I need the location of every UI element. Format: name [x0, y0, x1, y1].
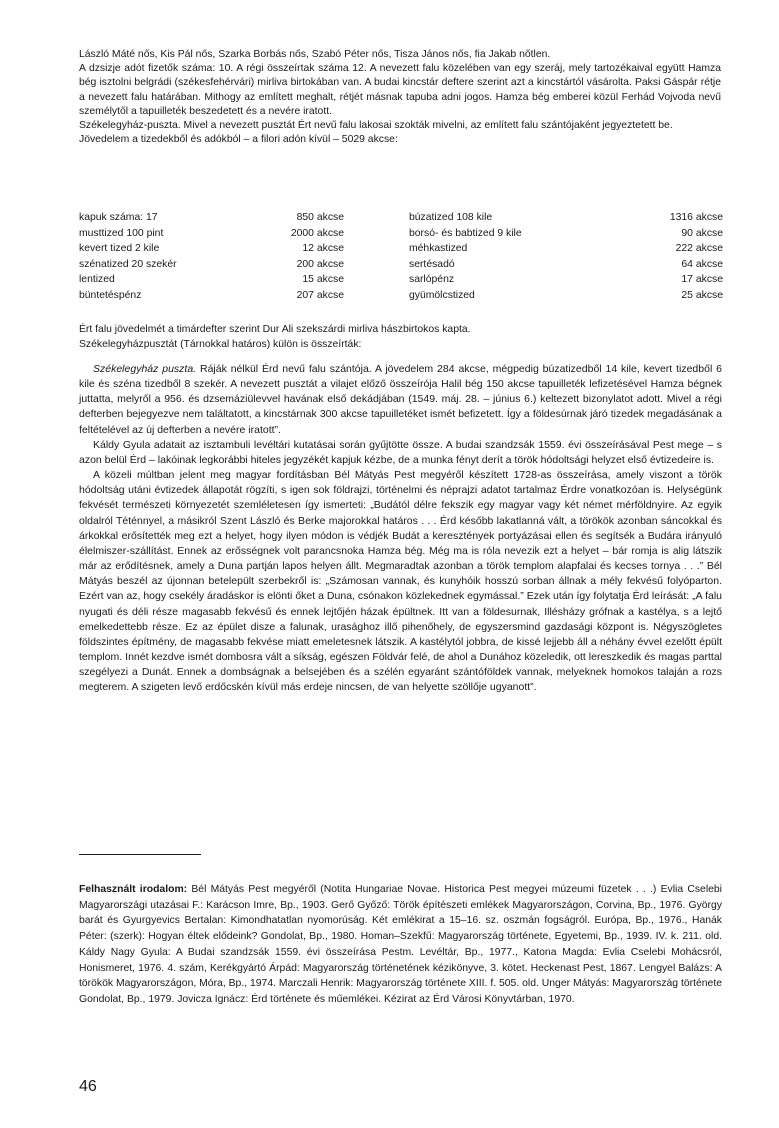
- table-cell-item: búzatized 108 kile: [409, 212, 493, 223]
- table-cell-amount: 207 akcse: [296, 289, 344, 301]
- table-row: [79, 241, 723, 257]
- references-block: [79, 882, 722, 1008]
- table-cell-amount: 12 akcse: [302, 243, 344, 255]
- table-row: [79, 210, 723, 226]
- table-cell-item: gyümölcstized: [409, 289, 475, 301]
- table-cell-item: szénatized 20 szekér: [79, 258, 177, 270]
- census-names-line: László Máté nős, Kis Pál nős, Szarka Borbás nős, Szabó Péter nős, Tisza János nős, fia Jakab nőtlen.: [79, 49, 551, 60]
- census-paragraph: A dzsizje adót fizetők száma: 10. A régi összeírtak száma 12. A nevezett falu közelében van egy szeráj, mely tartozékaival együtt Hamza bég isztolni belgrádi (székesfehérvári) mirliva birtokában van. A budai kincstár deftere szerint azt a kincstártól vásárolta. Paksi Gáspár rétje a nevezett falu határában. Mithogy az említett meghalt, rétjét másnak tapuba adni jogos. Hamza bég emberei közül Ferhád Vojvoda nevű személytől a tapuilleték beszedetett és a nevére iratott.: [79, 63, 721, 117]
- references-text: Bél Mátyás Pest megyéről (Notita Hungariae Novae. Historica Pest megyei múzeumi füzetek . . .) Evlia Cselebi Magyarországi utazásai F.: Karácson Imre, Bp., 1903. Gerő Győző: Török építészeti emlékek Magyarországon, Corvina, Bp., 1976. György barát és Gyurgyevics Bertalan: Kimondhatatlan nyomorúság. Két emlékirat a 15–16. sz. oszmán fogságról. Európa, Bp., 1976., Hanák Péter: (szerk): Hogyan éltek elődeink? Gondolat, Bp., 1980. Homan–Szekfű: Magyarország története, Egyetemi, Bp., 1939. IV. k. 211. old. Káldy Nagy Gyula: A Budai szandzsák 1559. évi összeírása Pestm. Levéltár, Bp., 1977., Katona Magda: Evlia Cselebi Mohácsról, Honismeret, 1976. 4. szám, Kerékgyártó Árpád: Magyarország történetének kézikönyve, 3. kötet. Heckenast Pest, 1867. Lengyel Balázs: A törökök Magyarországon, Móra, Bp., 1974. Marczali Henrik: Magyarország története XIII. f. 505. old. Unger Mátyás: Magyarország története Gondolat, Bp., 1979. Jovicza Ignácz: Érd története és műemlékei. Kézirat az Érd Városi Könyvtárban, 1970.: [79, 884, 722, 1005]
- body-paragraph: Káldy Gyula adatait az isztambuli levéltári kutatásai során gyűjtötte össze. A budai szandzsák 1559. évi összeírásával Pest mege – s azon belül Érd – lakóinak legkorábbi hiteles jegyzékét kapjuk kézbe, de a munka fényt derít a török hódoltsági helyzet első évtizedeire is.: [79, 438, 722, 466]
- table-row: [79, 257, 723, 273]
- after-table-text: [79, 323, 721, 352]
- body-paragraph: A közeli múltban jelent meg magyar fordításban Bél Mátyás Pest megyéről készített 1728-as összeírása, amely viszont a török hódoltság utáni évtizedek állapotát rögzíti, s igen sok földrajzi, történelmi és néprajzi adatot tartalmaz Érdre vonatkozóan is. Helységünk fekvését természeti környezetét szemléletesen így ismerteti: „Budától délre fekszik egy magyar vagy két német mérföldnyire. Az egyik oldalról Téténnyel, a másikról Szent László és Berke majorokkal határos . . . Érd később lakatlanná vált, a törökök azonban sáncokkal és árkokkal erősítették meg ezt a helyet, hogy ilyen módon is védjék Budát a keresztények portyázásai ellen és segítsék a Budára irányuló élelmiszer-szállítást. Ennek az erősségnek volt parancsnoka Hamza bég. Még ma is róla nevezik ezt a helyet – bár romja is alig látszik már az erődítésnek, amely a Duna partján lapos helyen állt. Megmaradtak azonban a török templom alapfalai és kecses tornya . . .” Bél Mátyás beszél az újonnan betelepült szerbekről is: „Számosan vannak, és kunyhóik hosszú sorban állnak a mély fekvésű folyóparton. Ezért van az, hogy csekély áradáskor is elönti őket a Duna, csónakon közlekednek egymással.” Ezek után így folytatja Érd leírását: „A falu nyugati és déli része magasabb fekvésű és ennek lejtőjén házak épültnek. Itt van a földesurnak, Illésházy grófnak a kastélya, s a lejtő emelkedettebb része. Ez az épület disze a falunak, urasághoz illő pihenőhely, de egyszersmind gazdasági központ is. Négyszögletes földszintes építmény, de magasabb fekvése miatt emeletesnek látszik. A kastélytól jobbra, de kissé lejjebb áll a néhány évvel ezelőtt épült templom. Innét kezdve ismét dombosra vált a síkság, egészen Földvár felé, de ahol a Dunához közeledik, ott lereszkedik és magas parttal szegélyezi a Dunát. Ennek a dombságnak a belsejében és a szélén egyaránt szántóföldek vannak, melyeknek homokos talaján a rozs megterem. A szigeten levő erdőcskén kívül más erdeje nincsen, de van helyette szöllője ugyanott”.: [79, 469, 722, 694]
- szekelegyhaz-line: Székelegyházpusztát (Tárnokkal határos) külön is összeírták:: [79, 338, 362, 350]
- table-cell-item: musttized 100 pint: [79, 227, 164, 239]
- table-cell-amount: 15 akcse: [302, 274, 344, 286]
- table-cell-item: kapuk száma: 17: [79, 212, 158, 223]
- table-cell-amount: 64 akcse: [681, 258, 723, 270]
- footnote-divider: [79, 854, 201, 855]
- table-cell-amount: 2000 akcse: [290, 227, 344, 239]
- table-cell-amount: 200 akcse: [296, 258, 344, 270]
- table-cell-item: kevert tized 2 kile: [79, 243, 160, 255]
- table-cell-amount: 1316 akcse: [669, 212, 723, 223]
- table-row: [79, 272, 723, 288]
- table-cell-amount: 222 akcse: [675, 243, 723, 255]
- main-body-text: [79, 362, 722, 695]
- italic-lead: Székelegyház puszta.: [93, 363, 197, 375]
- page-number: 46: [79, 1078, 97, 1095]
- table-row: [79, 226, 723, 242]
- references-paragraph: [79, 882, 722, 1008]
- references-label: Felhasznált irodalom:: [79, 884, 188, 895]
- census-text-block: [79, 48, 721, 147]
- table-cell-item: lentized: [79, 274, 115, 286]
- table-cell-amount: 17 akcse: [681, 274, 723, 286]
- table-cell-item: borsó- és babtized 9 kile: [409, 227, 522, 239]
- table-row: [79, 288, 723, 304]
- income-heading: Jövedelem a tizedekből és adókból – a filori adón kívül – 5029 akcse:: [79, 134, 398, 146]
- table-cell-amount: 850 akcse: [296, 212, 344, 223]
- table-cell-item: sertésadó: [409, 258, 455, 270]
- puszta-paragraph: Székelegyház-puszta. Mivel a nevezett pusztát Ért nevű falu lakosai szokták mivelni, az említett falu szántójaként jegyeztetett be.: [79, 120, 673, 132]
- paragraph-text: Ráják nélkül Érd nevű falu szántója. A jövedelem 284 akcse, mégpedig búzatizedből 14 kile, kevert tizedből 6 kile és széna tizedből 8 szekér. A nevezett pusztát a vilajet előző összeírója Halil bég 150 akcse tapuilleték lefizetésével Hamza bégnek juttatta, melyről a 956. és dzsemáziülevvel havának első dekádjában (1549. máj. 28. – június 6.) keltezett bizonylatot adott. Mivel a régi defterben bejegyezve nem találtatott, a kincstárnak 300 akcse tapuilletéket ismét befizetett. Így a földesúrnak járó tizedek megadásának a feltételével az új defterben a nevére iratott”.: [79, 363, 722, 436]
- body-paragraph: [79, 362, 722, 438]
- table-cell-item: sarlópénz: [409, 274, 455, 286]
- income-table: [79, 210, 723, 304]
- table-cell-item: méhkastized: [409, 243, 468, 255]
- table-cell-amount: 25 akcse: [681, 289, 723, 301]
- table-cell-amount: 90 akcse: [681, 227, 723, 239]
- table-cell-item: büntetéspénz: [79, 289, 142, 301]
- ert-income-line: Ért falu jövedelmét a timárdefter szerint Dur Ali szekszárdi mirliva hászbirtokos kapta.: [79, 324, 471, 335]
